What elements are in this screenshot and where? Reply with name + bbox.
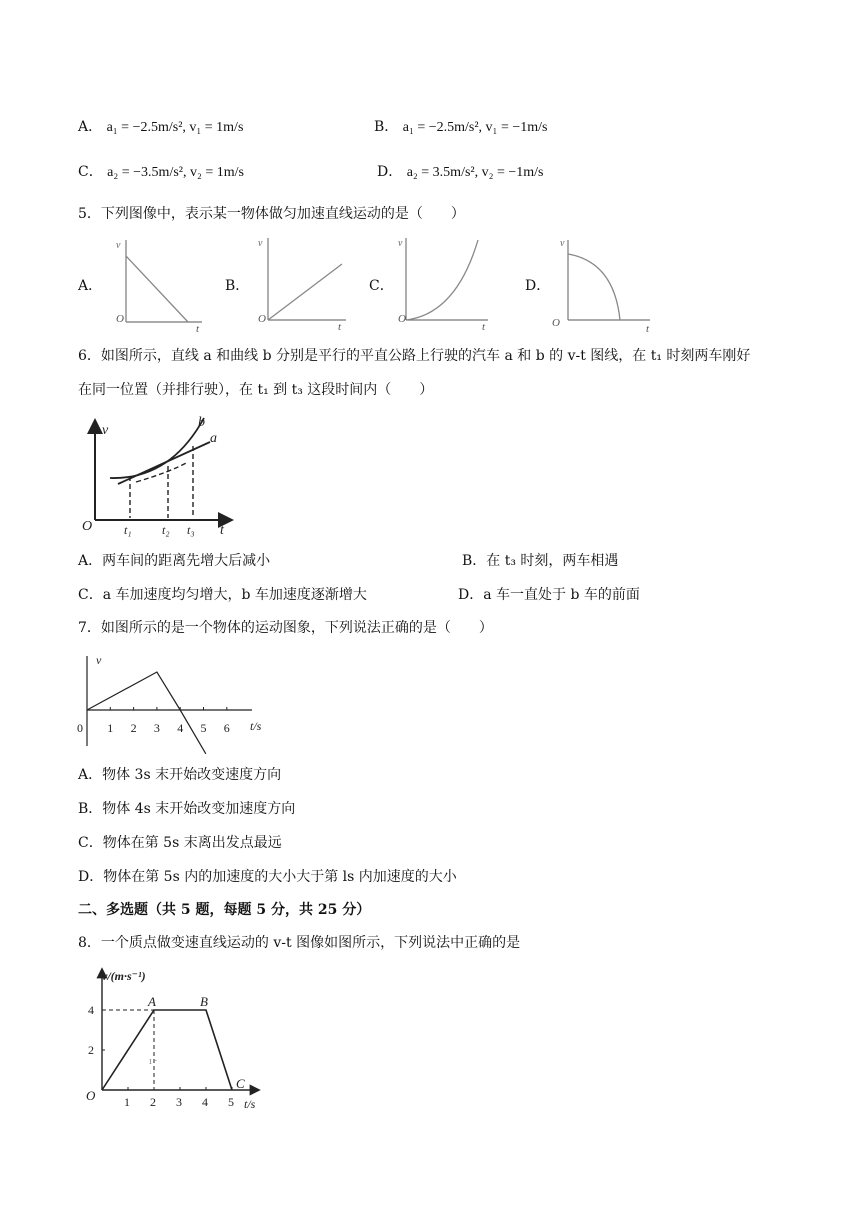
q8-v-label: v/(m·s⁻¹): [102, 969, 146, 983]
q5-label-a: A．: [78, 278, 103, 294]
q7-tick-label: 5: [200, 721, 207, 735]
q7-option-b: B．物体 4s 末开始改变加速度方向: [78, 801, 296, 817]
q6-vt-diagram: [80, 412, 240, 536]
q4-option-d: [377, 162, 544, 183]
section2-title: 二、多选题（共 5 题，每题 5 分，共 25 分）: [78, 902, 371, 918]
q5-graph-a: [110, 234, 210, 334]
q4-option-a-label: A．: [78, 119, 103, 135]
q7-tick-label: 4: [177, 721, 184, 735]
q5-graph-c-v-label: v: [398, 238, 403, 249]
q8-series-line: [102, 1010, 232, 1090]
q7-option-c: C．物体在第 5s 末离出发点最远: [78, 835, 282, 851]
q4-option-a: [78, 117, 243, 138]
q5-graph-b-v-label: v: [258, 238, 263, 249]
q8-t-label: t/s: [244, 1097, 256, 1111]
q7-t-label: t/s: [250, 719, 262, 733]
q8-origin: O: [86, 1088, 96, 1103]
q7-vt-chart: [74, 650, 274, 750]
q6-origin: O: [82, 519, 93, 534]
q4-option-c: [78, 162, 244, 183]
q5-graph-c: [396, 232, 496, 332]
q6-curve-b: [110, 418, 204, 478]
q8-point-label-b: B: [200, 994, 208, 1009]
q6-option-b: B．在 t₃ 时刻，两车相遇: [462, 553, 619, 569]
q7-tick-label: 2: [130, 721, 137, 735]
q8-x-tick-label: 1: [124, 1095, 130, 1109]
q6-stem-line1: 6．如图所示，直线 a 和曲线 b 分别是平行的平直公路上行驶的汽车 a 和 b 的 v-t 图线，在 t₁ 时刻两车刚好: [78, 348, 751, 364]
q6-tick-t2: t₂: [162, 523, 170, 537]
q8-y-tick-label: 4: [88, 1003, 94, 1017]
q4-option-a-formula: a₁ = −2.5m/s², v₁ = 1m/s: [106, 120, 244, 135]
q5-graph-b-t-label: t: [338, 321, 342, 333]
q4-option-c-label: C．: [78, 164, 103, 180]
q4-option-b: [374, 117, 547, 138]
q5-label-d: D．: [525, 278, 551, 294]
q5-graph-a-line: [126, 256, 188, 322]
q5-graph-a-v-label: v: [116, 240, 121, 251]
q7-tick-label: 0: [77, 721, 83, 735]
q8-x-tick-label: 5: [228, 1095, 234, 1109]
q5-graph-d: [550, 236, 660, 336]
q5-graph-d-curve: [568, 254, 620, 320]
q5-label-c: C．: [369, 278, 394, 294]
q7-tick-label: 1: [107, 721, 114, 735]
q8-point-label-c: C: [236, 1076, 245, 1091]
q8-vt-chart: [80, 966, 280, 1110]
q6-stem-line2: 在同一位置（并排行驶），在 t₁ 到 t₃ 这段时间内（ ）: [78, 382, 434, 398]
q6-tick-t3: t₃: [187, 523, 195, 537]
q5-graph-a-origin: O: [116, 313, 124, 325]
q6-label-a: a: [210, 431, 217, 446]
q8-x-tick-label: 3: [176, 1095, 182, 1109]
q7-series-line: [87, 672, 206, 754]
q6-option-c: C．a 车加速度均匀增大，b 车加速度逐渐增大: [78, 587, 367, 603]
q5-graph-b-origin: O: [258, 313, 266, 325]
q7-v-label: v: [96, 653, 102, 667]
q8-stem: 8．一个质点做变速直线运动的 v-t 图像如图所示，下列说法中正确的是: [78, 935, 521, 951]
q5-graph-d-v-label: v: [560, 238, 565, 249]
q5-graph-d-t-label: t: [646, 323, 650, 335]
q8-x-tick-label: 2: [150, 1095, 156, 1109]
q5-graph-c-curve: [406, 240, 478, 320]
q6-option-d: D．a 车一直处于 b 车的前面: [458, 587, 640, 603]
q4-option-b-formula: a₁ = −2.5m/s², v₁ = −1m/s: [402, 120, 548, 135]
q5-graph-d-origin: O: [552, 317, 560, 329]
q5-graph-a-t-label: t: [196, 323, 200, 335]
q5-stem: 5．下列图像中，表示某一物体做匀加速直线运动的是（ ）: [78, 206, 465, 222]
q7-option-d: D．物体在第 5s 内的加速度的大小大于第 ls 内加速度的大小: [78, 869, 457, 885]
q7-stem: 7．如图所示的是一个物体的运动图象，下列说法正确的是（ ）: [78, 620, 493, 636]
q5-graph-b-line: [268, 264, 342, 320]
q8-stray-mark: ı ·: [149, 1056, 158, 1067]
q4-option-d-formula: a₂ = 3.5m/s², v₂ = −1m/s: [406, 165, 544, 180]
q6-t-label: t: [220, 523, 224, 538]
q8-point-label-a: A: [148, 994, 156, 1009]
q5-label-b: B．: [225, 278, 250, 294]
q6-tick-t1: t₁: [124, 523, 132, 537]
q5-graph-c-t-label: t: [482, 321, 486, 333]
q6-label-b: b: [198, 415, 205, 430]
q7-option-a: A．物体 3s 末开始改变速度方向: [78, 767, 282, 783]
q8-x-tick-label: 4: [202, 1095, 208, 1109]
q4-option-b-label: B．: [374, 119, 399, 135]
q6-option-a: A．两车间的距离先增大后减小: [78, 553, 271, 569]
q8-y-tick-label: 2: [88, 1043, 94, 1057]
q7-tick-label: 6: [223, 721, 230, 735]
q5-graph-c-origin: O: [398, 313, 406, 325]
q4-option-c-formula: a₂ = −3.5m/s², v₂ = 1m/s: [107, 165, 244, 180]
q5-graph-b: [256, 232, 356, 332]
q7-tick-label: 3: [153, 721, 160, 735]
q6-v-label: v: [102, 423, 109, 438]
q4-option-d-label: D．: [377, 164, 403, 180]
